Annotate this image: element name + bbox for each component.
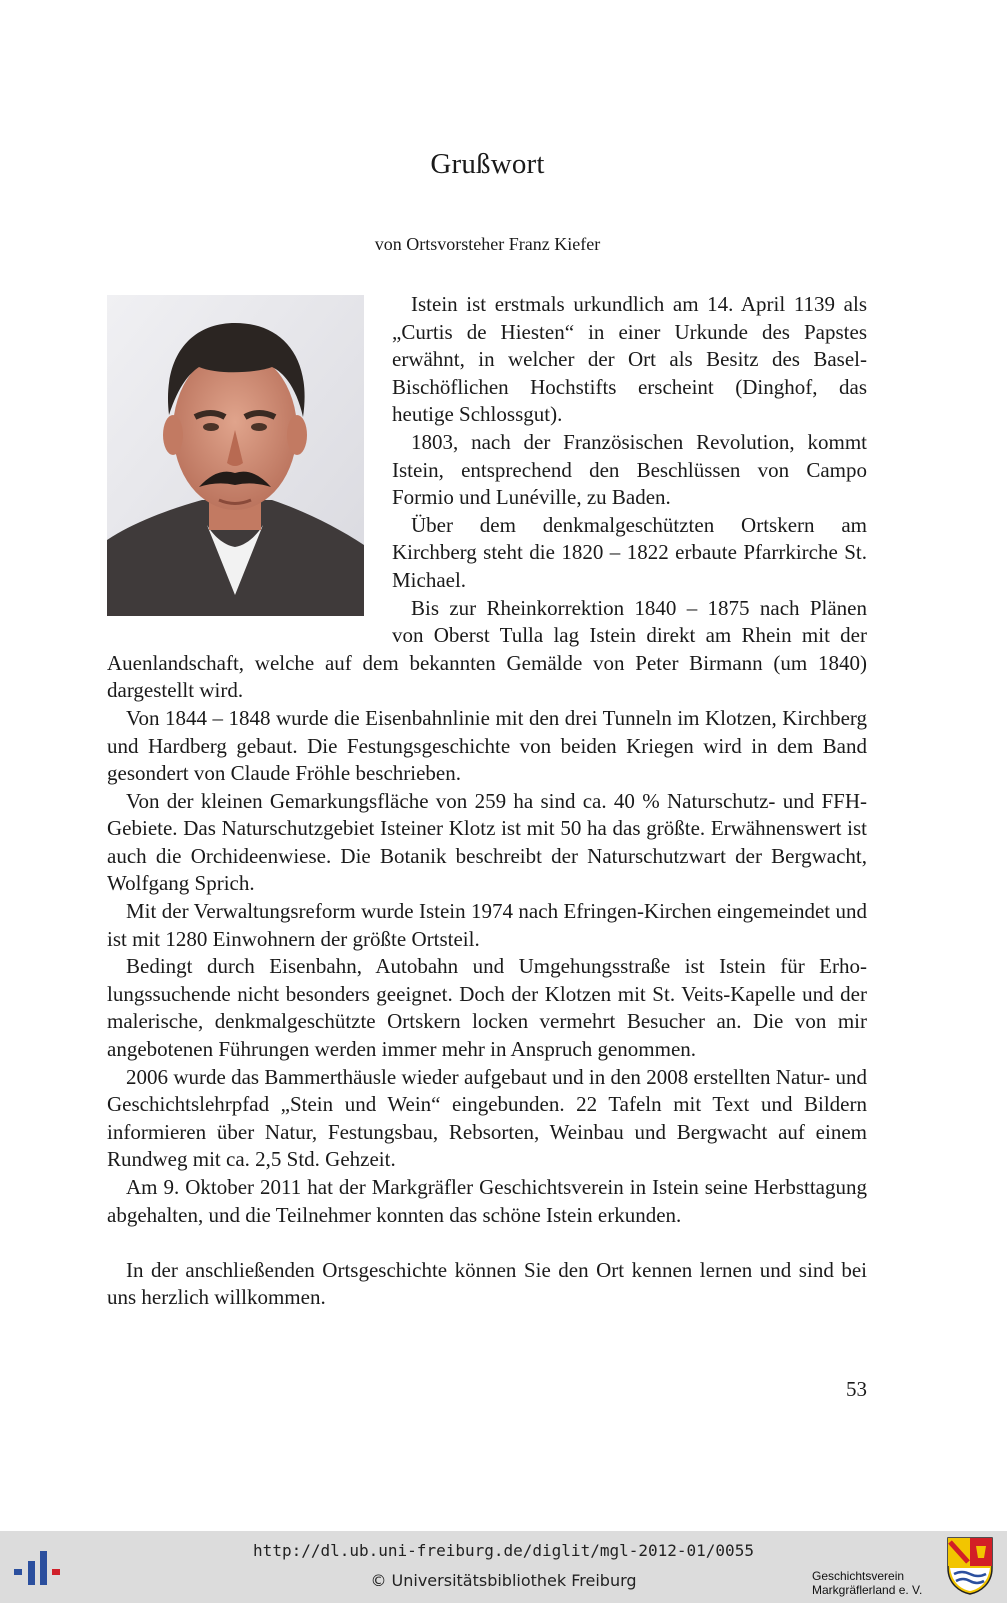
- paragraph: Von 1844 – 1848 wurde die Eisenbahnlinie mit den drei Tunneln im Klotzen, Kirchberg und Hardberg gebaut. Die Festungsgeschichte von beiden Kriegen wird in dem Band gesondert von Claude Fröhle beschrieben.: [107, 705, 867, 786]
- paragraph: Istein ist erstmals urkundlich am 14. April 1139 als „Curtis de Hiesten“ in einer Urkunde des Papstes erwähnt, in welcher der Ort als Besitz des Basel-Bischöflichen Hochstifts erscheint (Dinghof, das heutige Schlossgut).: [392, 292, 867, 427]
- portrait-spacer: [107, 291, 392, 623]
- paragraph: Bedingt durch Eisenbahn, Autobahn und Umgehungsstraße ist Istein für Erholungssuchende nicht besonders geeignet. Doch der Klotzen mit St. Veits-Kapelle und der malerische, denkmalgeschützte Ortskern locken vermehrt Besucher an. Die von mir angebotenen Führungen werden immer mehr in Anspruch genommen.: [107, 954, 867, 1062]
- closing-paragraph: In der anschließenden Ortsgeschichte können Sie den Ort kennen lernen und sind bei uns herzlich willkommen.: [107, 1257, 867, 1310]
- society-name-line: Markgräflerland e. V.: [812, 1583, 923, 1597]
- document-url-link[interactable]: http://dl.ub.uni-freiburg.de/diglit/mgl-2012-01/0055: [253, 1541, 754, 1560]
- paragraph: Mit der Verwaltungsreform wurde Istein 1974 nach Efringen-Kirchen eingemeindet und ist mit 1280 Einwohnern der größte Ortsteil.: [107, 899, 867, 951]
- page-title: Grußwort: [430, 148, 545, 180]
- paragraph: Am 9. Oktober 2011 hat der Markgräfler Geschichtsverein in Istein seine Herbsttagung abgehalten, und die Teilnehmer konnten das schöne Istein erkunden.: [107, 1175, 867, 1227]
- society-name-line: Geschichtsverein: [812, 1569, 905, 1583]
- paragraph: Über dem denkmalgeschützten Ortskern am Kirchberg steht die 1820 – 1822 erbaute Pfarrkirche St. Michael.: [392, 512, 867, 592]
- paragraph: 2006 wurde das Bammerthäusle wieder aufgebaut und in den 2008 erstellten Natur- und Geschichtslehrpfad „Stein und Wein“ eingebunden. 22 Tafeln mit Text und Bildern informieren über Natur, Festungsbau, Rebsorten, Weinbau und Bergwacht auf einem Rundweg mit ca. 2,5 Std. Gehzeit.: [107, 1064, 867, 1172]
- copyright-text: © Universitätsbibliothek Freiburg: [370, 1571, 637, 1590]
- society-name: [812, 1569, 922, 1597]
- paragraph: Von der kleinen Gemarkungsfläche von 259 ha sind ca. 40 % Naturschutz- und FFH-Gebiete. Das Naturschutzgebiet Isteiner Klotz ist mit 50 ha das größte. Erwähnenswert ist auch die Orchideenwiese. Die Botanik beschreibt der Naturschutzwart der Bergwacht, Wolfgang Sprich.: [107, 788, 867, 896]
- society-crest-icon: [946, 1536, 994, 1596]
- library-footer-bar: [0, 1531, 1007, 1603]
- author-byline: von Ortsvorsteher Franz Kiefer: [374, 234, 601, 254]
- paragraph: 1803, nach der Französischen Revolution, kommt Istein, entsprechend den Beschlüssen von Campo Formio und Lunéville, zu Baden.: [392, 429, 867, 510]
- paragraph: Bis zur Rheinkorrektion 1840 – 1875 nach Plänen von Oberst Tulla lag Istein direkt am Rhein mit der Auenlandschaft, welche auf dem bekannten Gemälde von Peter Birmann (um 1840) dargestellt wird.: [107, 595, 867, 703]
- article-body: [107, 291, 867, 1312]
- page-number: 53: [846, 1377, 867, 1401]
